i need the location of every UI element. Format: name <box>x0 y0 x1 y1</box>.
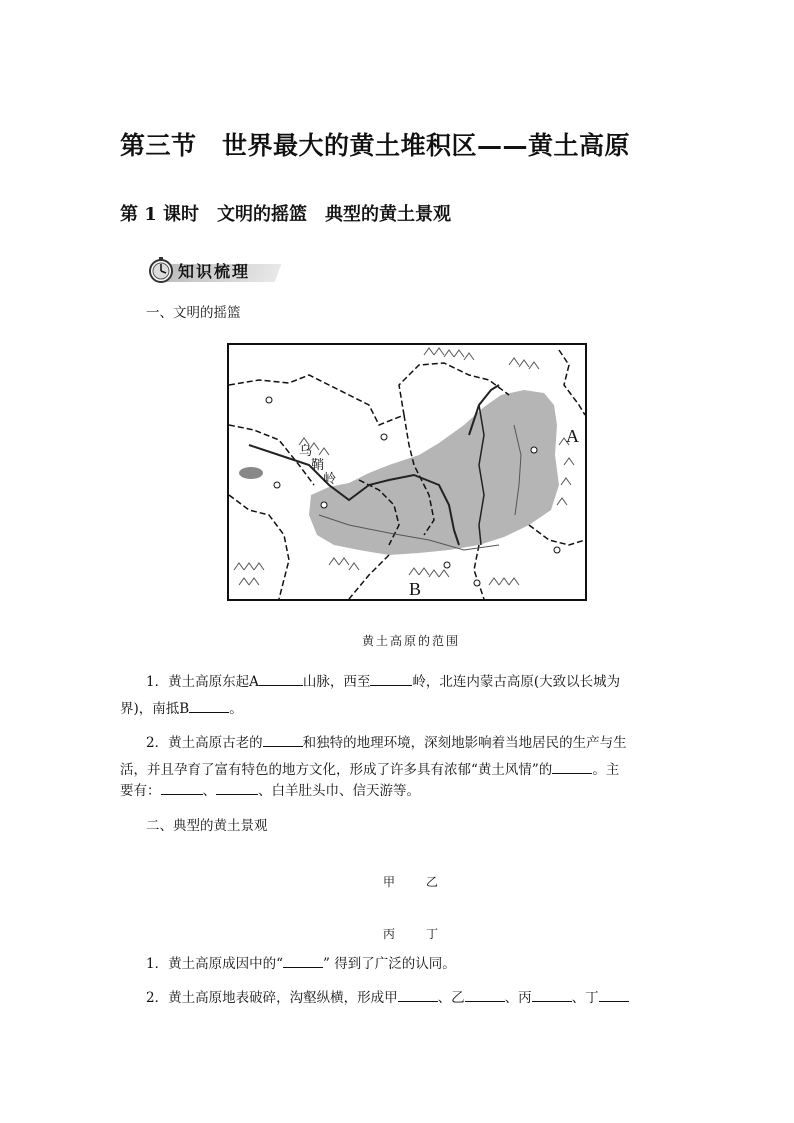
q-text: 。 <box>229 701 243 717</box>
map-caption: 黄土高原的范围 <box>362 634 461 648</box>
map-label-mountain-2: 鞘 <box>311 457 325 472</box>
answer-blank[interactable] <box>370 671 412 686</box>
answer-blank[interactable] <box>398 987 438 1002</box>
lake <box>239 467 263 479</box>
map-label-mountain-3: 岭 <box>323 471 337 486</box>
q-text: 黄土高原古老的 <box>168 735 263 751</box>
answer-blank[interactable] <box>216 780 258 795</box>
image-label-yi: 乙 <box>426 875 439 889</box>
answer-blank[interactable] <box>189 698 229 713</box>
section-badge <box>146 255 278 285</box>
q-number: 2． <box>146 735 169 751</box>
answer-blank[interactable] <box>599 987 629 1002</box>
q-number: 2． <box>146 990 169 1006</box>
q-text: 界)，南抵B <box>120 701 190 717</box>
answer-blank[interactable] <box>465 987 505 1002</box>
border-line <box>229 495 289 599</box>
image-label-ding: 丁 <box>426 927 439 941</box>
q-text: 黄土高原东起A <box>168 674 259 690</box>
q-text: 黄土高原地表破碎，沟壑纵横，形成甲 <box>168 990 398 1006</box>
q-text: 、 <box>202 783 216 799</box>
q-text: 。主 <box>592 762 620 778</box>
part2-heading: 二、典型的黄土景观 <box>146 818 268 834</box>
loess-region <box>309 390 559 555</box>
image-label-jia: 甲 <box>383 875 396 889</box>
answer-blank[interactable] <box>263 732 303 747</box>
badge-label: 知识梳理 <box>178 262 251 281</box>
q-text: 、白羊肚头巾、信天游等。 <box>258 783 420 799</box>
q-text: 岭，北连内蒙古高原(大致以长城为 <box>412 674 621 690</box>
q-text: 、乙 <box>437 990 465 1006</box>
answer-blank[interactable] <box>532 987 572 1002</box>
q-text: ” 得到了广泛的认同。 <box>323 956 456 972</box>
part2-question-1 <box>146 951 456 978</box>
answer-blank[interactable] <box>283 953 323 968</box>
q-number: 1． <box>146 674 169 690</box>
page-title: 第三节 世界最大的黄土堆积区——黄土高原 <box>120 131 631 160</box>
answer-blank[interactable] <box>161 780 203 795</box>
q-text: 山脉，西至 <box>302 674 371 690</box>
map-label-a: A <box>566 426 579 446</box>
stopwatch-icon <box>146 255 176 285</box>
border-line <box>229 363 509 425</box>
image-label-bing: 丙 <box>383 927 396 941</box>
q-text: 、丁 <box>571 990 599 1006</box>
q-text: 黄土高原成因中的“ <box>168 956 283 972</box>
part1-question-1-cont <box>120 696 243 723</box>
map-graphic <box>229 345 585 599</box>
part1-question-2-line3 <box>120 778 420 805</box>
q-text: 活，并且孕育了富有特色的地方文化，形成了许多具有浓郁“黄土风情”的 <box>120 762 553 778</box>
border-line <box>529 525 585 545</box>
q-text: 、丙 <box>504 990 532 1006</box>
q-text: 要有： <box>120 783 161 799</box>
q-text: 和独特的地理环境，深刻地影响着当地居民的生产与生 <box>302 735 627 751</box>
part1-question-2 <box>146 730 627 757</box>
q-number: 1． <box>146 956 169 972</box>
lesson-subtitle: 第 1 课时 文明的摇篮 典型的黄土景观 <box>120 204 452 225</box>
part1-question-1 <box>146 669 686 696</box>
answer-blank[interactable] <box>259 671 303 686</box>
border-line <box>349 555 389 599</box>
map-label-mountain-1: 乌 <box>299 443 313 458</box>
part1-heading: 一、文明的摇篮 <box>146 305 241 321</box>
map-label-b: B <box>409 579 422 599</box>
loess-plateau-map <box>227 343 587 601</box>
answer-blank[interactable] <box>552 759 592 774</box>
border-line <box>474 545 484 599</box>
part2-question-2 <box>146 985 629 1012</box>
border-line <box>559 350 585 415</box>
